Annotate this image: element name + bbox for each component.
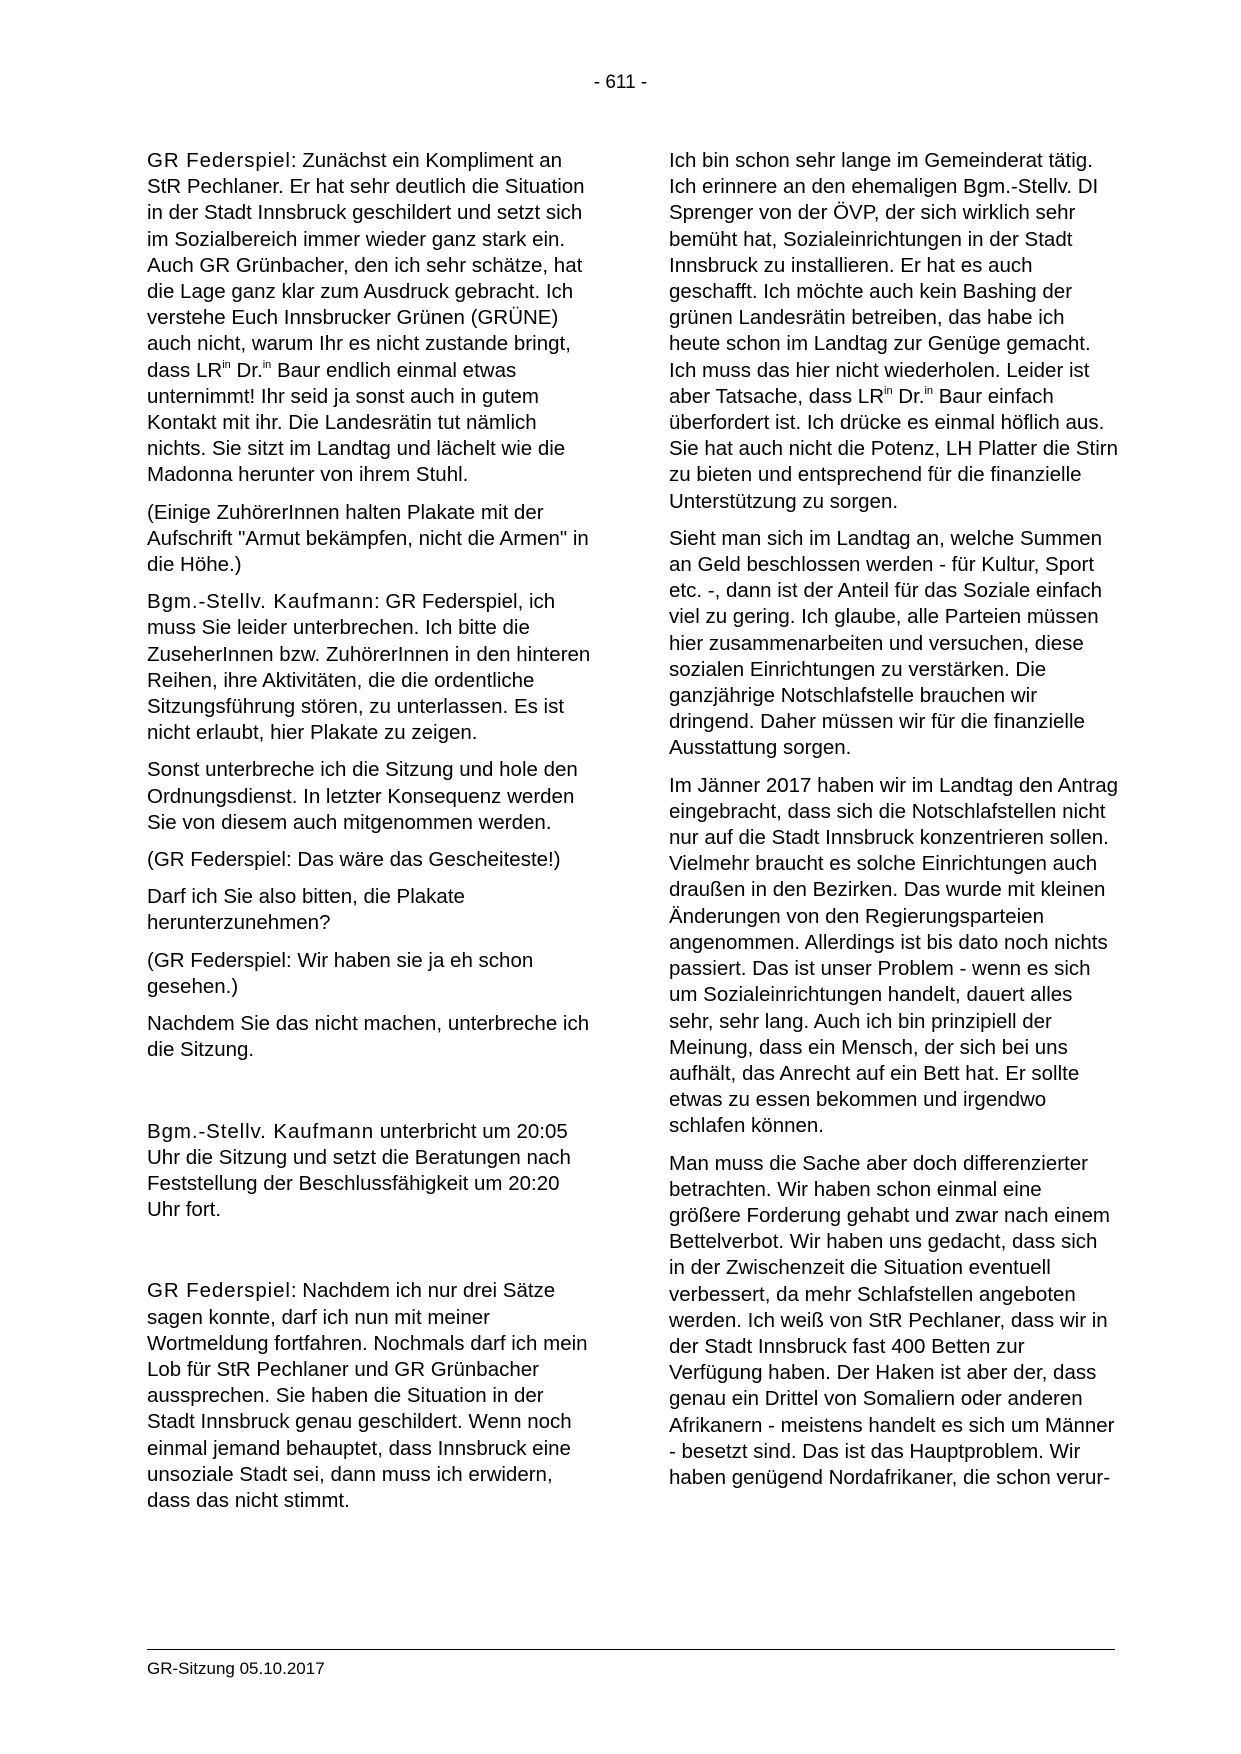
speaker-name: Bgm.-Stellv. Kaufmann xyxy=(147,590,375,614)
paragraph xyxy=(147,1278,597,1514)
superscript: in xyxy=(262,358,272,371)
superscript: in xyxy=(884,384,893,397)
paragraph xyxy=(147,589,597,746)
paragraph: (Einige ZuhörerInnen halten Plakate mit der Aufschrift "Armut bekämpfen, nicht die Armen" in die Höhe.) xyxy=(147,500,589,577)
superscript: in xyxy=(924,384,934,397)
paragraph: Sonst unterbreche ich die Sitzung und hole den Ordnungsdienst. In letzter Konsequenz werden Sie von diesem auch mitgenommen werden. xyxy=(147,758,578,834)
paragraph: Im Jänner 2017 haben wir im Landtag den Antrag eingebracht, dass sich die Notschlafstellen nicht nur auf die Stadt Innsbruck konzentrieren sollen. Vielmehr braucht es solche Einrichtungen auch draußen in den Bezirken. Das wurde mit kleinen Änderungen von den Regierungsparteien angenommen. Allerdings ist bis dato noch nichts passiert. Das ist unser Problem - wenn es sich um Sozialeinrichtungen handelt, dauert alles sehr, sehr lang. Auch ich bin prinzipiell der Meinung, dass ein Mensch, der sich bei uns aufhält, das Anrecht auf ein Bett hat. Er sollte etwas zu essen bekommen und irgendwo schlafen können. xyxy=(669,773,1119,1138)
speaker-name: GR Federspiel xyxy=(147,1279,291,1303)
speaker-name: GR Federspiel xyxy=(147,149,291,172)
paragraph-text: : GR Federspiel, ich muss Sie leider unterbrechen. Ich bitte die ZuseherInnen bzw. ZuhörerInnen in den hinteren Reihen, ihre Aktivitäten, die die ordentliche Sitzungsführung stören, zu unterlassen. Es ist nicht erlaubt, hier Plakate zu zeigen. xyxy=(147,590,591,745)
paragraph: Darf ich Sie also bitten, die Plakate herunterzunehmen? xyxy=(147,885,465,935)
paragraph xyxy=(147,148,597,489)
page-number: - 611 - xyxy=(593,72,648,93)
footer-text: GR-Sitzung 05.10.2017 xyxy=(147,1659,325,1678)
paragraph: Nachdem Sie das nicht machen, unterbreche ich die Sitzung. xyxy=(147,1012,590,1062)
paragraph-text: Dr. xyxy=(230,358,263,382)
speaker-name: Bgm.-Stellv. Kaufmann xyxy=(147,1119,375,1143)
footer-divider xyxy=(147,1649,1115,1650)
right-column xyxy=(669,148,1119,1502)
paragraph-text: : Nachdem ich nur drei Sätze sagen konnte, darf ich nun mit meiner Wortmeldung fortfahren. Nochmals darf ich mein Lob für StR Pechlaner und GR Grünbacher aussprechen. Sie haben die Situation in der Stadt Innsbruck genau geschildert. Wenn noch einmal jemand behauptet, dass Innsbruck eine unsoziale Stadt sei, dann muss ich erwidern, dass das nicht stimmt. xyxy=(147,1279,588,1512)
paragraph: Man muss die Sache aber doch differenzierter betrachten. Wir haben schon einmal eine größere Forderung gehabt und zwar nach einem Bettelverbot. Wir haben uns gedacht, dass sich in der Zwischenzeit die Situation eventuell verbessert, da mehr Schlafstellen angeboten werden. Ich weiß von StR Pechlaner, dass wir in der Stadt Innsbruck fast 400 Betten zur Verfügung haben. Der Haken ist aber der, dass genau ein Drittel von Somaliern oder anderen Afrikanern - meistens handelt es sich um Männer - besetzt sind. Das ist das Hauptproblem. Wir haben genügend Nordafrikaner, die schon verur- xyxy=(669,1151,1115,1489)
paragraph-text: Ich bin schon sehr lange im Gemeinderat tätig. Ich erinnere an den ehemaligen Bgm.-Stellv. DI Sprenger von der ÖVP, der sich wirklich sehr bemüht hat, Sozialeinrichtungen in der Stadt Innsbruck zu installieren. Er hat es auch geschafft. Ich möchte auch kein Bashing der grünen Landesrätin betreiben, das habe ich heute schon im Landtag zur Genüge gemacht. Ich muss das hier nicht wiederholen. Leider ist aber Tatsache, dass LR xyxy=(669,149,1099,408)
paragraph: (GR Federspiel: Das wäre das Gescheiteste!) xyxy=(147,848,561,872)
paragraph: Sieht man sich im Landtag an, welche Summen an Geld beschlossen werden - für Kultur, Sport etc. -, dann ist der Anteil für das Soziale einfach viel zu gering. Ich glaube, alle Parteien müssen hier zusammenarbeiten und versuchen, diese sozialen Einrichtungen zu verstärken. Die ganzjährige Notschlafstelle brauchen wir dringend. Daher müssen wir für die finanzielle Ausstattung sorgen. xyxy=(669,526,1103,760)
paragraph-text: Baur einfach überfordert ist. Ich drücke es einmal höflich aus. Sie hat auch nicht die Potenz, LH Platter die Stirn zu bieten und entsprechend für die finanzielle Unterstützung zu sorgen. xyxy=(669,384,1118,513)
paragraph-text: : Zunächst ein Kompliment an StR Pechlaner. Er hat sehr deutlich die Situation in der Stadt Innsbruck geschildert und setzt sich im Sozialbereich immer wieder ganz stark ein. Auch GR Grünbacher, den ich sehr schätze, hat die Lage ganz klar zum Ausdruck gebracht. Ich verstehe Euch Innsbrucker Grünen (GRÜNE) auch nicht, warum Ihr es nicht zustande bringt, dass LR xyxy=(147,149,585,382)
paragraph-text: unterbricht um 20:05 Uhr die Sitzung und setzt die Beratungen nach Feststellung der Beschlussfähigkeit um 20:20 Uhr fort. xyxy=(147,1119,571,1222)
paragraph xyxy=(147,1119,597,1224)
paragraph-text: Dr. xyxy=(892,384,925,408)
superscript: in xyxy=(222,358,231,371)
paragraph: (GR Federspiel: Wir haben sie ja eh schon gesehen.) xyxy=(147,948,534,998)
paragraph xyxy=(669,148,1119,515)
left-column xyxy=(147,148,597,1525)
paragraph-text: Baur endlich einmal etwas unternimmt! Ihr seid ja sonst auch in gutem Kontakt mit ihr. Die Landesrätin tut nämlich nichts. Sie sitzt im Landtag und lächelt wie die Madonna herunter von ihrem Stuhl. xyxy=(147,358,566,487)
